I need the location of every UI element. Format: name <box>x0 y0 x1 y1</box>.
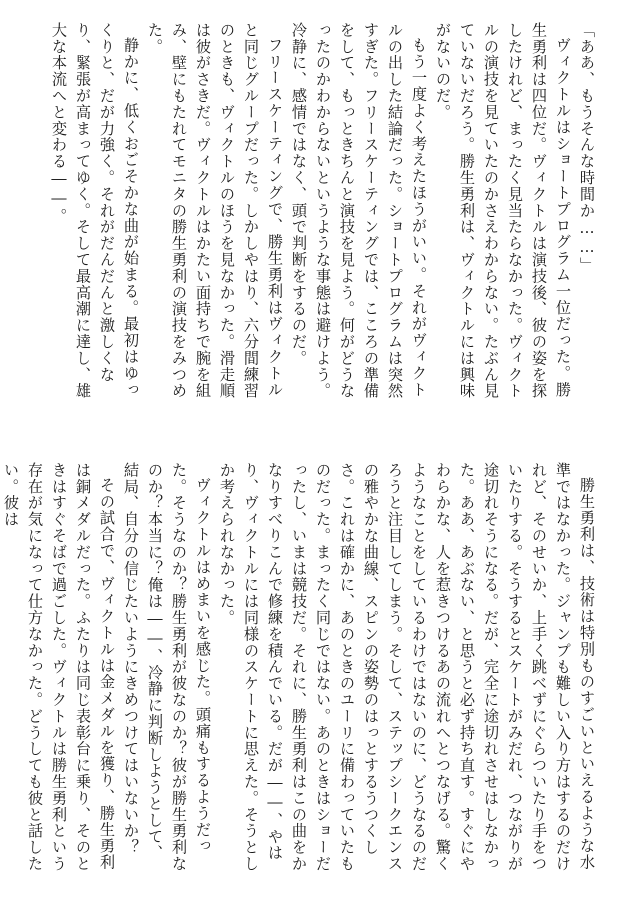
paragraph: もう一度よく考えたほうがいい。それがヴィクトルの出した結論だった。ショートプログラムは突然すぎた。フリースケーティングでは、こころの準備をして、もっときちんと演技を見よう。何がどうなったのかわからないというような事態は避けよう。冷静に、感情ではなく、頭で判断をするのだ。 <box>290 22 428 400</box>
paragraph: ヴィクトルはめまいを感じた。頭痛もするようだった。そうなのか？勝生勇利が彼なのか？彼が勝生勇利なのか？本当に？俺は――、冷静に判断しようとして、結局、自分の信じたいようにきめつけてはいないか？ <box>122 462 212 872</box>
dialogue-line: 「ああ、もうそんな時間か……」 <box>578 22 596 274</box>
paragraph: その試合で、ヴィクトルは金メダルを獲り、勝生勇利は銅メダルだった。ふたりは同じ表彰台に乗り、そのときはすぐそばで過ごした。ヴィクトルは勝生勇利という存在が気になって仕方なかった。どうしても彼と話したい。彼は <box>2 462 116 872</box>
top-text-section <box>33 22 599 414</box>
paragraph: フリースケーティングで、勝生勇利はヴィクトルと同じグループだった。しかしやはり、六分間練習のときも、ヴィクトルのほうを見なかった。滑走順は彼がさきだ。ヴィクトルはかたい面持ちで腕を組み、壁にもたれてモニタの勝生勇利の演技をみつめた。 <box>146 22 284 400</box>
paragraph: 静かに、低くおごそかな曲が始まる。最初はゆっくりと、だが力強く。それがだんだんと激しくなり、緊張が高まってゆく。そして最高潮に達し、雄大な本流へと変わる――。 <box>50 22 140 400</box>
paragraph: 勝生勇利は、技術は特別ものすごいといえるような水準ではなかった。ジャンプも難しい入り方はするのだけれど、そのせいか、上手く跳べずにぐらついたり手をついたりする。そうするとスケートがみだれ、つながりが途切れそうになる。だが、完全に途切れさせはしなかった。ああ、あぶない、と思うと必ず持ち直す。すぐにやわらかな、人を惹きつけるあの流れへとつなげる。驚くようなことをしているわけではないのに、どうなるのだろうと注目してしまう。そして、ステップシークエンスの雅やかな曲線、スピンの姿勢のはっとするうつくしさ。これは確かに、あのときのユーリに備わっていたものだった。まったく同じではない。あのときはショーだったし、いまは競技だ。それに、勝生勇利はこの曲をかなりすべりこんで修練を積んでいる。だが――、やはり、ヴィクトルには同様のスケートに思えた。そうとしか考えられなかった。 <box>218 462 596 872</box>
paragraph: ヴィクトルはショートプログラム一位だった。勝生勇利は四位だ。ヴィクトルは演技後、彼の姿を探したけれど、まったく見当たらなかった。ヴィクトルの演技を見ていたのかさえわからない。たぶん見ていないだろう。勝生勇利は、ヴィクトルには興味がないのだ。 <box>434 22 572 400</box>
bottom-text-section <box>2 462 599 874</box>
